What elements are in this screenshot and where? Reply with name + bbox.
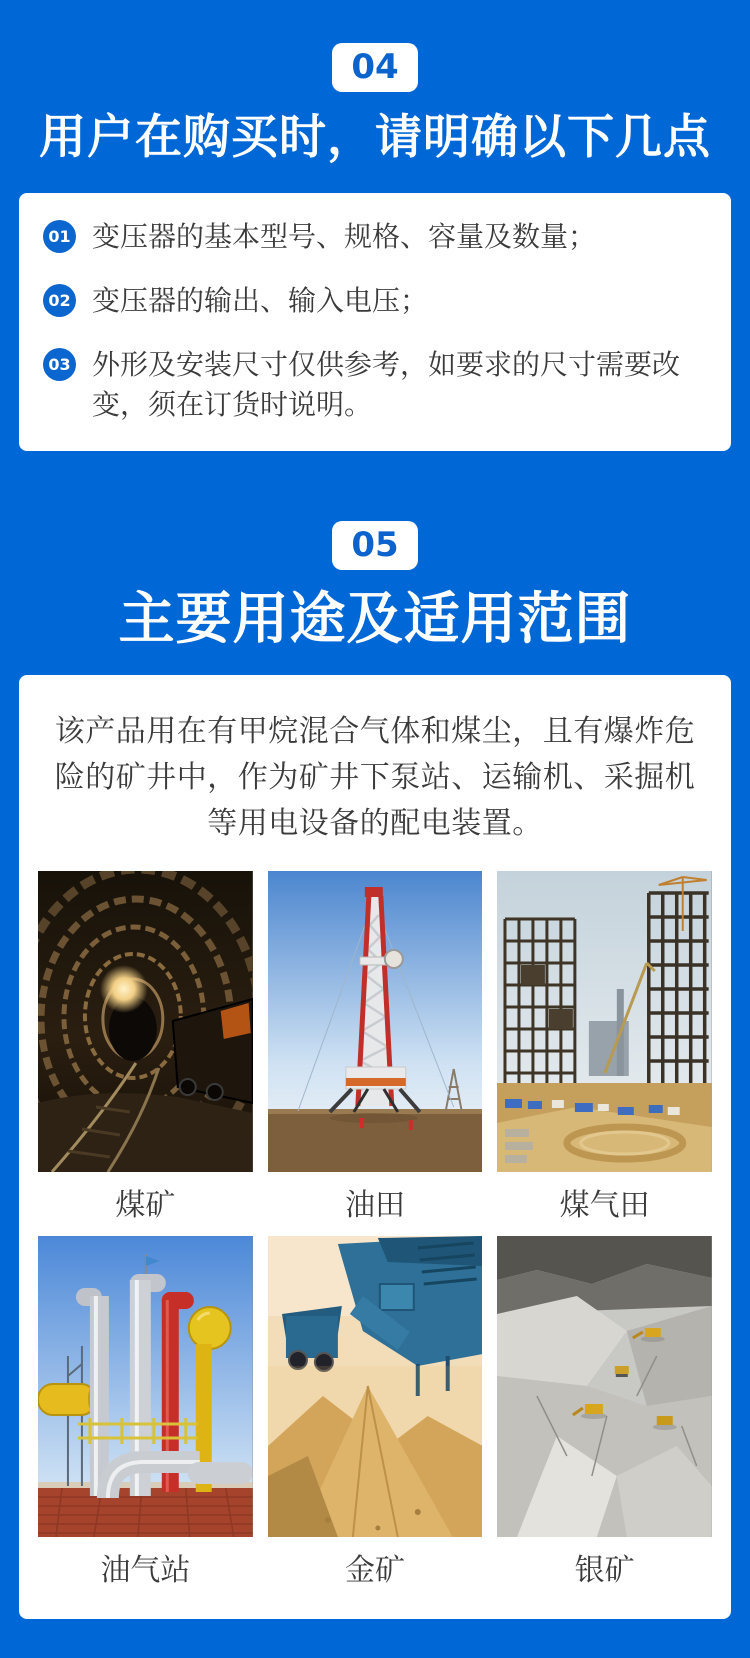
use-label-gold-mine: 金矿	[344, 1553, 405, 1588]
use-case-grid	[38, 871, 712, 1601]
use-label-oil-gas-station: 油气站	[100, 1553, 191, 1588]
purchase-point-2	[43, 281, 707, 321]
purchase-points-card	[19, 193, 731, 451]
use-label-coal-mine: 煤矿	[115, 1188, 176, 1223]
point-text-1: 变压器的基本型号、规格、容量及数量；	[92, 220, 597, 253]
use-case-oil-field	[268, 871, 483, 1236]
point-number-badge-2: 02	[43, 284, 76, 317]
use-case-silver-mine	[497, 1236, 712, 1601]
section-05	[0, 521, 750, 1619]
promo-page	[0, 43, 750, 1658]
section-04-number-badge: 04	[332, 43, 418, 92]
use-case-coal-mine	[38, 871, 253, 1236]
photo-coal-mine	[38, 871, 253, 1172]
point-text-3: 外形及安装尺寸仅供参考，如要求的尺寸需要改变，须在订货时说明。	[92, 348, 681, 421]
section-04-title: 用户在购买时，请明确以下几点	[39, 110, 711, 165]
section-04	[0, 43, 750, 451]
point-number-badge-1: 01	[43, 220, 76, 253]
use-label-oil-field: 油田	[344, 1188, 405, 1223]
photo-silver-mine	[497, 1236, 712, 1537]
use-case-coal-gas-field	[497, 871, 712, 1236]
photo-oil-field	[268, 871, 483, 1172]
usage-scope-card	[19, 675, 731, 1619]
purchase-point-1	[43, 217, 707, 257]
usage-paragraph: 该产品用在有甲烷混合气体和煤尘，且有爆炸危险的矿井中，作为矿井下泵站、运输机、采掘机等用电设备的配电装置。	[54, 714, 696, 841]
photo-oil-gas-station	[38, 1236, 253, 1537]
photo-gold-mine	[268, 1236, 483, 1537]
point-text-2: 变压器的输出、输入电压；	[92, 284, 429, 317]
use-case-oil-gas-station	[38, 1236, 253, 1601]
use-case-gold-mine	[268, 1236, 483, 1601]
purchase-point-3	[43, 345, 707, 425]
point-number-badge-3: 03	[43, 348, 76, 381]
use-label-coal-gas-field: 煤气田	[559, 1188, 650, 1223]
section-05-title: 主要用途及适用范围	[118, 586, 632, 652]
use-label-silver-mine: 银矿	[574, 1553, 635, 1588]
photo-coal-gas-field	[497, 871, 712, 1172]
section-05-number-badge: 05	[332, 521, 418, 570]
